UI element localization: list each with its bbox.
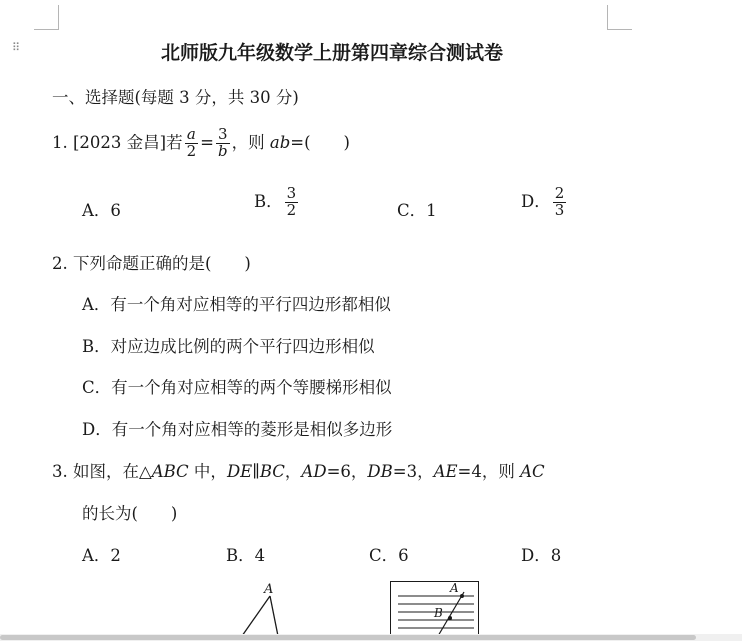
- fraction-3-over-b: $\frac{3}{b}$: [218, 125, 228, 160]
- question-3: 3. 如图，在△ABC 中，DE∥BC，AD=6，DB=3，AE=4，则 AC: [52, 462, 545, 481]
- q1-option-c: C．1: [397, 201, 437, 220]
- margin-corner-top-left: [34, 5, 59, 30]
- triangle-figure: [230, 580, 290, 636]
- question-1-suffix: ，则: [231, 132, 265, 152]
- question-number: 2.: [52, 254, 68, 273]
- q2-option-b: B．对应边成比例的两个平行四边形相似: [82, 337, 375, 356]
- figure-label-a: A: [264, 582, 274, 597]
- fraction-3-over-2: $\frac{3}{2}$: [286, 184, 297, 219]
- q2-option-c: C．有一个角对应相等的两个等腰梯形相似: [82, 378, 392, 397]
- drag-handle-icon[interactable]: ⠿: [12, 41, 22, 54]
- margin-corner-top-right: [607, 5, 632, 30]
- q1-option-b: B． $\frac{3}{2}$: [254, 184, 297, 219]
- fraction-a-over-2: $\frac{a}{2}$: [186, 125, 197, 160]
- question-number: 3.: [52, 462, 68, 481]
- q2-option-a: A．有一个角对应相等的平行四边形都相似: [82, 295, 391, 314]
- question-2: [52, 250, 251, 274]
- q3-option-a: A．2: [82, 546, 121, 565]
- question-3-line2: 的长为( ): [82, 504, 178, 523]
- answer-blank: =( ): [290, 132, 350, 152]
- question-1-prefix: [2023 金昌]若: [73, 132, 183, 152]
- question-1: [52, 127, 350, 160]
- q1-option-d: D． $\frac{2}{3}$: [521, 184, 565, 219]
- q3-option-b: B．4: [226, 546, 266, 565]
- page-title: 北师版九年级数学上册第四章综合测试卷: [160, 42, 503, 64]
- section-heading: 一、选择题(每题 3 分，共 30 分): [52, 88, 299, 107]
- horizontal-scrollbar-thumb[interactable]: [0, 635, 696, 640]
- figure-label-a: A: [450, 581, 459, 595]
- q3-option-d: D．8: [521, 546, 562, 565]
- expression-ab: ab: [269, 132, 291, 152]
- parallel-lines-figure: [388, 578, 482, 636]
- q1-option-a: A．6: [82, 201, 121, 220]
- q2-option-d: D．有一个角对应相等的菱形是相似多边形: [82, 420, 393, 439]
- fraction-2-over-3: $\frac{2}{3}$: [554, 184, 565, 219]
- figure-label-b: B: [434, 606, 443, 620]
- equals-sign: =: [200, 132, 214, 152]
- question-2-text: 下列命题正确的是( ): [73, 254, 251, 273]
- question-number: 1.: [52, 132, 68, 152]
- q3-option-c: C．6: [369, 546, 409, 565]
